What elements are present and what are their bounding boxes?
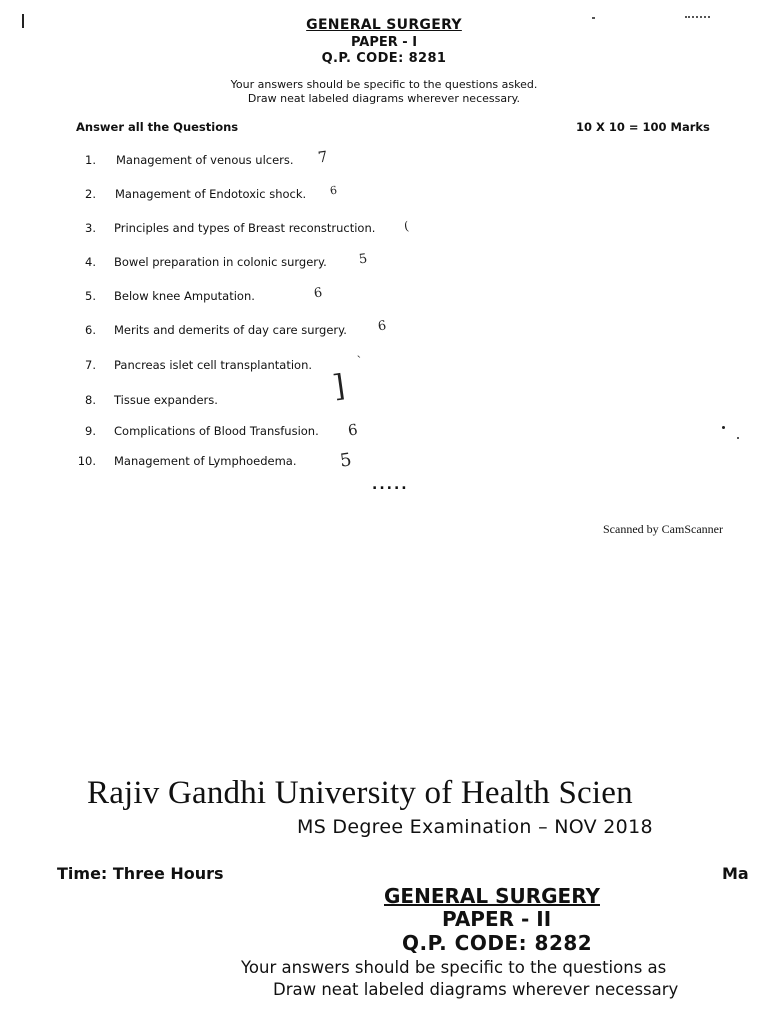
university-name: Rajiv Gandhi University of Health Scien xyxy=(87,775,633,811)
question-text: Management of Lymphoedema. xyxy=(114,454,297,468)
question-number: 9. xyxy=(85,424,96,438)
end-marker: ..... xyxy=(372,477,409,493)
marks-summary: 10 X 10 = 100 Marks xyxy=(576,120,710,134)
question-item xyxy=(76,289,676,307)
handwritten-mark: 6 xyxy=(346,420,359,440)
question-item xyxy=(76,255,676,273)
question-item xyxy=(76,218,676,239)
paper1-instruction-1: Your answers should be specific to the questions asked. xyxy=(230,78,538,91)
question-number: 3. xyxy=(85,221,96,235)
answer-all-heading: Answer all the Questions xyxy=(76,120,239,134)
handwritten-mark: 6 xyxy=(329,183,338,198)
question-item xyxy=(76,187,676,205)
scanner-watermark: Scanned by CamScanner xyxy=(603,522,723,536)
question-number: 1. xyxy=(85,153,96,167)
stray-dot xyxy=(737,437,739,439)
question-text: Principles and types of Breast reconstruction. xyxy=(114,221,376,235)
question-text: Below knee Amputation. xyxy=(114,289,255,303)
question-text: Management of venous ulcers. xyxy=(116,153,294,167)
question-item xyxy=(76,323,676,341)
handwritten-mark: ] xyxy=(330,368,348,405)
question-item xyxy=(76,153,676,171)
handwritten-mark: 5 xyxy=(338,449,353,472)
paper1-number: PAPER - I xyxy=(350,35,418,50)
paper1-title: GENERAL SURGERY xyxy=(306,17,462,33)
handwritten-mark: ( xyxy=(403,218,410,234)
question-number: 7. xyxy=(85,358,96,372)
handwritten-mark: 6 xyxy=(376,318,388,335)
question-item xyxy=(76,424,676,442)
paper2-instruction-2: Draw neat labeled diagrams wherever necessary xyxy=(273,980,679,999)
paper2-qp-code: Q.P. CODE: 8282 xyxy=(402,931,593,955)
question-text: Complications of Blood Transfusion. xyxy=(114,424,319,438)
handwritten-mark: ` xyxy=(356,353,364,369)
question-text: Tissue expanders. xyxy=(114,393,218,407)
question-text: Merits and demerits of day care surgery. xyxy=(114,323,347,337)
question-item xyxy=(76,454,676,472)
handwritten-mark: 7 xyxy=(316,147,329,167)
question-text: Pancreas islet cell transplantation. xyxy=(114,358,313,372)
question-text: Bowel preparation in colonic surgery. xyxy=(114,255,327,269)
question-text: Management of Endotoxic shock. xyxy=(115,187,307,201)
question-number: 6. xyxy=(85,323,96,337)
paper1-instruction-2: Draw neat labeled diagrams wherever necessary. xyxy=(247,92,521,105)
paper1-qp-code: Q.P. CODE: 8281 xyxy=(321,51,447,66)
paper2-title: GENERAL SURGERY xyxy=(384,884,600,908)
question-number: 2. xyxy=(85,187,96,201)
paper2-number: PAPER - II xyxy=(442,907,552,931)
exam-time: Time: Three Hours xyxy=(57,864,224,883)
question-item xyxy=(76,393,676,411)
question-item xyxy=(76,358,676,376)
question-number: 8. xyxy=(85,393,96,407)
question-number: 10. xyxy=(77,454,96,468)
paper2-instruction-1: Your answers should be specific to the questions as xyxy=(241,958,667,977)
question-number: 4. xyxy=(85,255,96,269)
handwritten-mark: 5 xyxy=(357,251,369,268)
handwritten-mark: 6 xyxy=(312,285,324,302)
question-number: 5. xyxy=(85,289,96,303)
exam-name: MS Degree Examination – NOV 2018 xyxy=(297,816,653,838)
stray-dot xyxy=(722,426,725,429)
max-marks-fragment: Ma xyxy=(722,864,749,883)
